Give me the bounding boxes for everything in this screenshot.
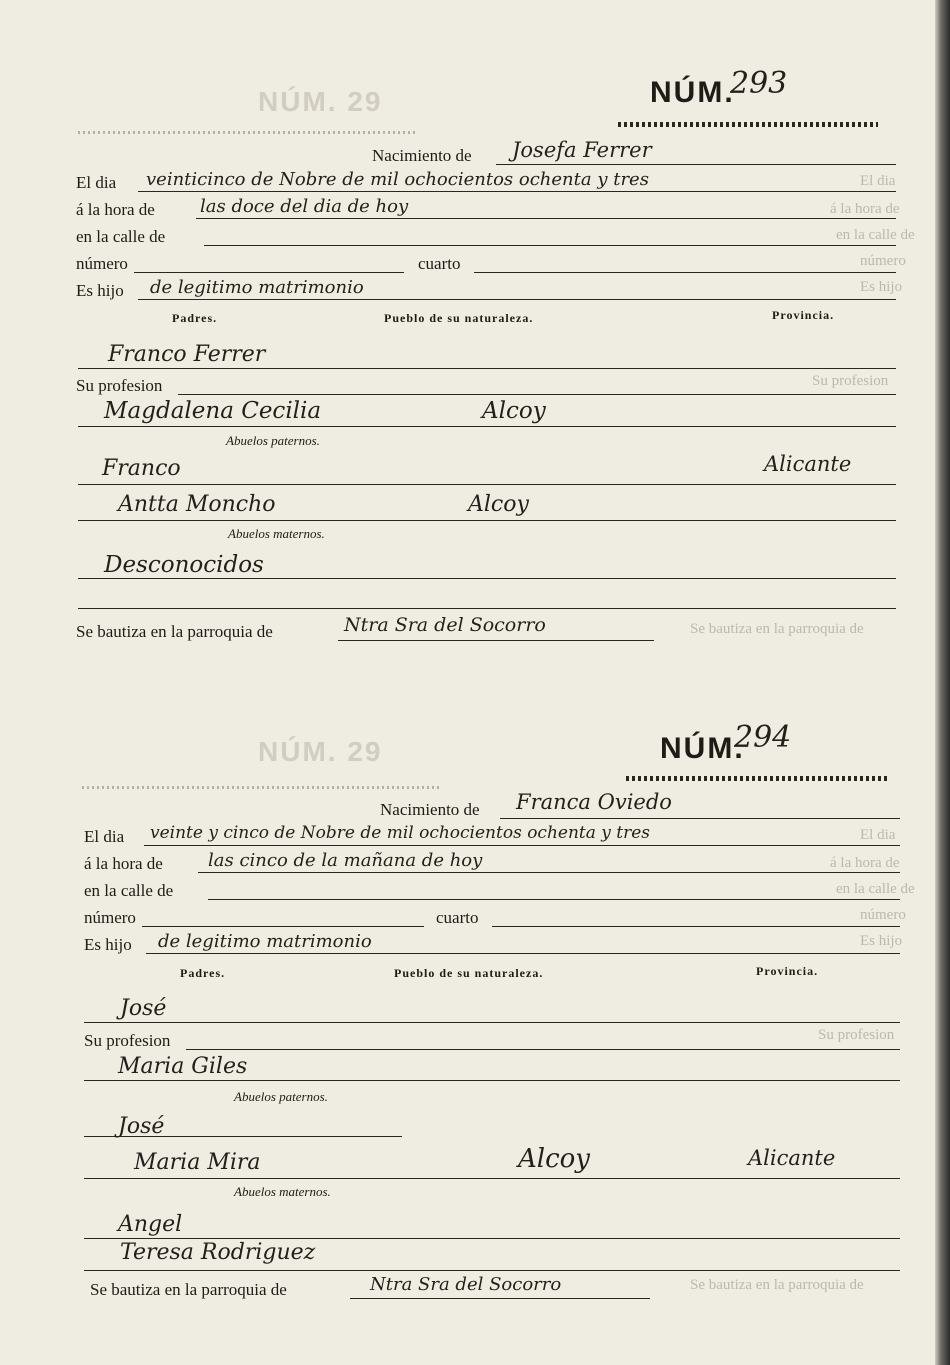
field-line bbox=[196, 218, 896, 219]
bleed-through-number: NÚM. 29 bbox=[258, 86, 383, 117]
label-abuelos-maternos: Abuelos maternos. bbox=[234, 1184, 331, 1199]
field-line bbox=[78, 520, 896, 521]
record-number-label: NÚM. bbox=[650, 76, 735, 109]
field-line bbox=[500, 818, 900, 819]
paternal-province: Alicante bbox=[748, 1146, 836, 1170]
field-line bbox=[142, 926, 424, 927]
paternal-province: Alicante bbox=[764, 452, 852, 476]
mother-name: Maria Giles bbox=[118, 1054, 248, 1079]
bleed-through-label: á la hora de bbox=[830, 201, 900, 217]
header-pueblo: Pueblo de su naturaleza. bbox=[384, 311, 534, 325]
bleed-through-label: Su profesion bbox=[818, 1027, 895, 1043]
label-calle: en la calle de bbox=[84, 881, 174, 900]
bleed-through-label: Se bautiza en la parroquia de bbox=[690, 1277, 864, 1293]
field-line bbox=[138, 191, 896, 192]
field-line bbox=[84, 1022, 900, 1023]
mother-town: Alcoy bbox=[482, 398, 546, 424]
field-line bbox=[178, 394, 896, 395]
legitimacy: de legitimo matrimonio bbox=[150, 277, 364, 298]
record-number: 293 bbox=[730, 66, 788, 101]
page-edge-shadow bbox=[935, 0, 950, 1365]
field-line bbox=[78, 368, 896, 369]
label-abuelos-paternos: Abuelos paternos. bbox=[234, 1089, 328, 1104]
label-hora: á la hora de bbox=[84, 854, 163, 873]
label-profesion: Su profesion bbox=[76, 376, 163, 395]
field-line bbox=[350, 1298, 650, 1299]
paternal-grandmother: Maria Mira bbox=[134, 1150, 261, 1175]
field-line bbox=[84, 1270, 900, 1271]
field-line bbox=[338, 640, 654, 641]
field-line bbox=[84, 1178, 900, 1179]
bleed-through-label: en la calle de bbox=[836, 881, 915, 897]
label-dia: El dia bbox=[84, 827, 125, 846]
label-numero: número bbox=[76, 254, 128, 273]
child-name: Franca Oviedo bbox=[516, 790, 672, 814]
field-line bbox=[474, 272, 896, 273]
label-dia: El dia bbox=[76, 173, 117, 192]
bleed-through-label: Es hijo bbox=[860, 933, 903, 949]
label-abuelos-maternos: Abuelos maternos. bbox=[228, 526, 325, 541]
ornamental-rule bbox=[618, 122, 878, 127]
mother-name: Magdalena Cecilia bbox=[104, 398, 322, 424]
maternal-grandfather: Angel bbox=[118, 1212, 183, 1237]
dotted-rule bbox=[82, 786, 442, 789]
father-name: Franco Ferrer bbox=[108, 342, 266, 367]
ornamental-rule bbox=[626, 776, 888, 781]
record-number: 294 bbox=[734, 720, 792, 755]
field-line bbox=[138, 299, 896, 300]
bleed-through-label: Es hijo bbox=[860, 279, 903, 295]
dotted-rule bbox=[78, 131, 418, 134]
label-hijo: Es hijo bbox=[84, 935, 132, 954]
bleed-through-label: á la hora de bbox=[830, 855, 900, 871]
father-name: José bbox=[120, 996, 167, 1021]
field-line bbox=[134, 272, 404, 273]
paternal-grandmother: Antta Moncho bbox=[118, 492, 276, 517]
birth-date: veinte y cinco de Nobre de mil ochocientos ochenta y tres bbox=[150, 823, 651, 843]
field-line bbox=[78, 578, 896, 579]
header-provincia: Provincia. bbox=[772, 308, 835, 322]
bleed-through-label: en la calle de bbox=[836, 227, 915, 243]
label-bautiza: Se bautiza en la parroquia de bbox=[76, 622, 273, 641]
field-line bbox=[146, 953, 900, 954]
child-name: Josefa Ferrer bbox=[512, 138, 652, 162]
label-hora: á la hora de bbox=[76, 200, 155, 219]
header-padres: Padres. bbox=[172, 311, 218, 325]
field-line bbox=[204, 245, 896, 246]
bleed-through-label: número bbox=[860, 253, 906, 269]
label-nacimiento: Nacimiento de bbox=[380, 800, 480, 819]
header-pueblo: Pueblo de su naturaleza. bbox=[394, 966, 544, 980]
birth-time: las doce del dia de hoy bbox=[200, 196, 409, 217]
legitimacy: de legitimo matrimonio bbox=[158, 931, 372, 952]
label-cuarto: cuarto bbox=[436, 908, 479, 927]
label-nacimiento: Nacimiento de bbox=[372, 146, 472, 165]
bleed-through-label: Su profesion bbox=[812, 373, 889, 389]
field-line bbox=[78, 484, 896, 485]
label-hijo: Es hijo bbox=[76, 281, 124, 300]
bleed-through-label: número bbox=[860, 907, 906, 923]
label-bautiza: Se bautiza en la parroquia de bbox=[90, 1280, 287, 1299]
label-calle: en la calle de bbox=[76, 227, 166, 246]
bleed-through-label: El dia bbox=[860, 827, 896, 843]
paternal-grandfather: José bbox=[118, 1114, 165, 1139]
parish: Ntra Sra del Socorro bbox=[370, 1274, 562, 1295]
label-abuelos-paternos: Abuelos paternos. bbox=[226, 433, 320, 448]
bleed-through-label: Se bautiza en la parroquia de bbox=[690, 621, 864, 637]
paternal-grandfather: Franco bbox=[102, 456, 181, 481]
bleed-through-number: NÚM. 29 bbox=[258, 736, 383, 767]
field-line bbox=[78, 426, 896, 427]
field-line bbox=[78, 608, 896, 609]
field-line bbox=[84, 1080, 900, 1081]
parish: Ntra Sra del Socorro bbox=[344, 614, 546, 636]
field-line bbox=[186, 1049, 900, 1050]
maternal-grandparents: Desconocidos bbox=[104, 552, 264, 578]
field-line bbox=[198, 872, 900, 873]
field-line bbox=[492, 926, 900, 927]
paternal-grandmother-town: Alcoy bbox=[518, 1144, 590, 1174]
header-provincia: Provincia. bbox=[756, 964, 819, 978]
record-number-label: NÚM. bbox=[660, 732, 745, 765]
paternal-grandmother-town: Alcoy bbox=[468, 492, 529, 517]
field-line bbox=[144, 845, 900, 846]
maternal-grandmother: Teresa Rodriguez bbox=[120, 1240, 316, 1265]
label-cuarto: cuarto bbox=[418, 254, 461, 273]
birth-time: las cinco de la mañana de hoy bbox=[208, 850, 483, 871]
header-padres: Padres. bbox=[180, 966, 226, 980]
label-numero: número bbox=[84, 908, 136, 927]
field-line bbox=[496, 164, 896, 165]
bleed-through-label: El dia bbox=[860, 173, 896, 189]
label-profesion: Su profesion bbox=[84, 1031, 171, 1050]
field-line bbox=[84, 1238, 900, 1239]
birth-date: veinticinco de Nobre de mil ochocientos ochenta y tres bbox=[146, 169, 649, 190]
field-line bbox=[208, 899, 900, 900]
